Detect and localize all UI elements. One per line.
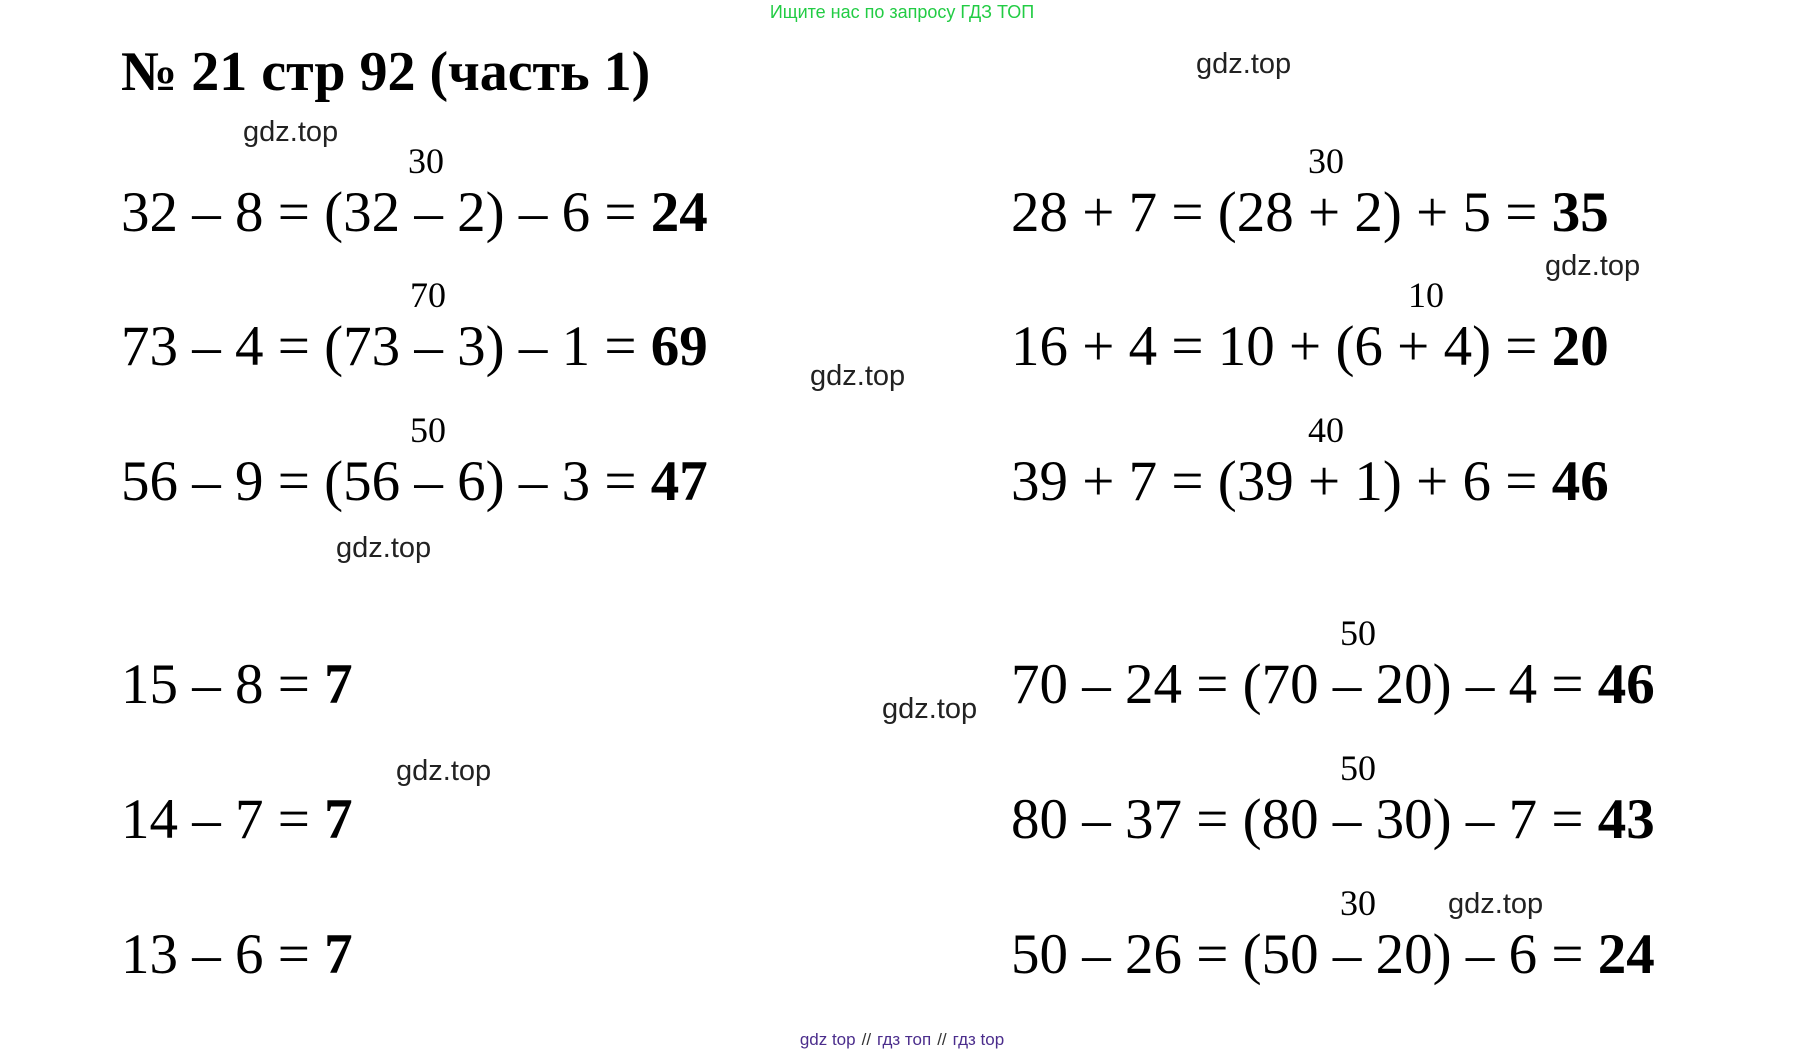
equation bbox=[1011, 923, 1655, 986]
equation-expression: 15 – 8 = bbox=[121, 653, 325, 716]
equation bbox=[121, 450, 708, 513]
watermark: gdz.top bbox=[810, 360, 906, 392]
footer-separator: // bbox=[861, 1030, 872, 1049]
watermark: gdz.top bbox=[243, 116, 339, 148]
equation bbox=[1011, 450, 1609, 513]
equation-result: 35 bbox=[1551, 181, 1609, 244]
equation-expression: 39 + 7 = (39 + 1) + 6 = bbox=[1011, 450, 1552, 513]
hint-number: 70 bbox=[410, 275, 446, 315]
watermark: gdz.top bbox=[1448, 888, 1544, 920]
equation bbox=[121, 923, 353, 986]
equation-result: 47 bbox=[650, 450, 708, 513]
equation bbox=[1011, 315, 1609, 378]
footer-link[interactable]: гдз top bbox=[952, 1030, 1005, 1049]
equation-expression: 28 + 7 = (28 + 2) + 5 = bbox=[1011, 181, 1552, 244]
watermark: gdz.top bbox=[1196, 48, 1292, 80]
equation-expression: 80 – 37 = (80 – 30) – 7 = bbox=[1011, 788, 1598, 851]
equation bbox=[121, 653, 353, 716]
equation-expression: 14 – 7 = bbox=[121, 788, 325, 851]
equation-result: 46 bbox=[1597, 653, 1655, 716]
hint-number: 10 bbox=[1408, 275, 1444, 315]
hint-number: 30 bbox=[408, 141, 444, 181]
hint-number: 30 bbox=[1308, 141, 1344, 181]
footer-link[interactable]: гдз топ bbox=[877, 1030, 932, 1049]
equation-result: 7 bbox=[324, 923, 353, 986]
footer-link[interactable]: gdz top bbox=[799, 1030, 856, 1049]
equation-expression: 32 – 8 = (32 – 2) – 6 = bbox=[121, 181, 651, 244]
equation bbox=[1011, 788, 1655, 851]
equation bbox=[121, 315, 708, 378]
equation-result: 43 bbox=[1597, 788, 1655, 851]
equation-result: 20 bbox=[1551, 315, 1609, 378]
equation-expression: 56 – 9 = (56 – 6) – 3 = bbox=[121, 450, 651, 513]
equation-expression: 16 + 4 = 10 + (6 + 4) = bbox=[1011, 315, 1552, 378]
page-title: № 21 стр 92 (часть 1) bbox=[121, 41, 651, 103]
watermark: gdz.top bbox=[336, 532, 432, 564]
top-banner: Ищите нас по запросу ГДЗ ТОП bbox=[769, 2, 1035, 22]
watermark: gdz.top bbox=[882, 693, 978, 725]
equation-result: 46 bbox=[1551, 450, 1609, 513]
watermark: gdz.top bbox=[1545, 250, 1641, 282]
hint-number: 50 bbox=[410, 410, 446, 450]
equation bbox=[1011, 653, 1655, 716]
equation-result: 69 bbox=[650, 315, 708, 378]
hint-number: 50 bbox=[1340, 613, 1376, 653]
equation-expression: 50 – 26 = (50 – 20) – 6 = bbox=[1011, 923, 1598, 986]
equation-result: 7 bbox=[324, 653, 353, 716]
hint-number: 50 bbox=[1340, 748, 1376, 788]
footer-links bbox=[0, 1030, 1804, 1050]
footer-separator: // bbox=[937, 1030, 947, 1049]
hint-number: 30 bbox=[1340, 883, 1376, 923]
equation bbox=[121, 788, 353, 851]
equation bbox=[1011, 181, 1609, 244]
watermark: gdz.top bbox=[396, 755, 492, 787]
equation-expression: 13 – 6 = bbox=[121, 923, 325, 986]
equation-expression: 73 – 4 = (73 – 3) – 1 = bbox=[121, 315, 651, 378]
equation bbox=[121, 181, 708, 244]
equation-result: 24 bbox=[1597, 923, 1655, 986]
equation-expression: 70 – 24 = (70 – 20) – 4 = bbox=[1011, 653, 1598, 716]
equation-result: 24 bbox=[650, 181, 708, 244]
equation-result: 7 bbox=[324, 788, 353, 851]
hint-number: 40 bbox=[1308, 410, 1344, 450]
